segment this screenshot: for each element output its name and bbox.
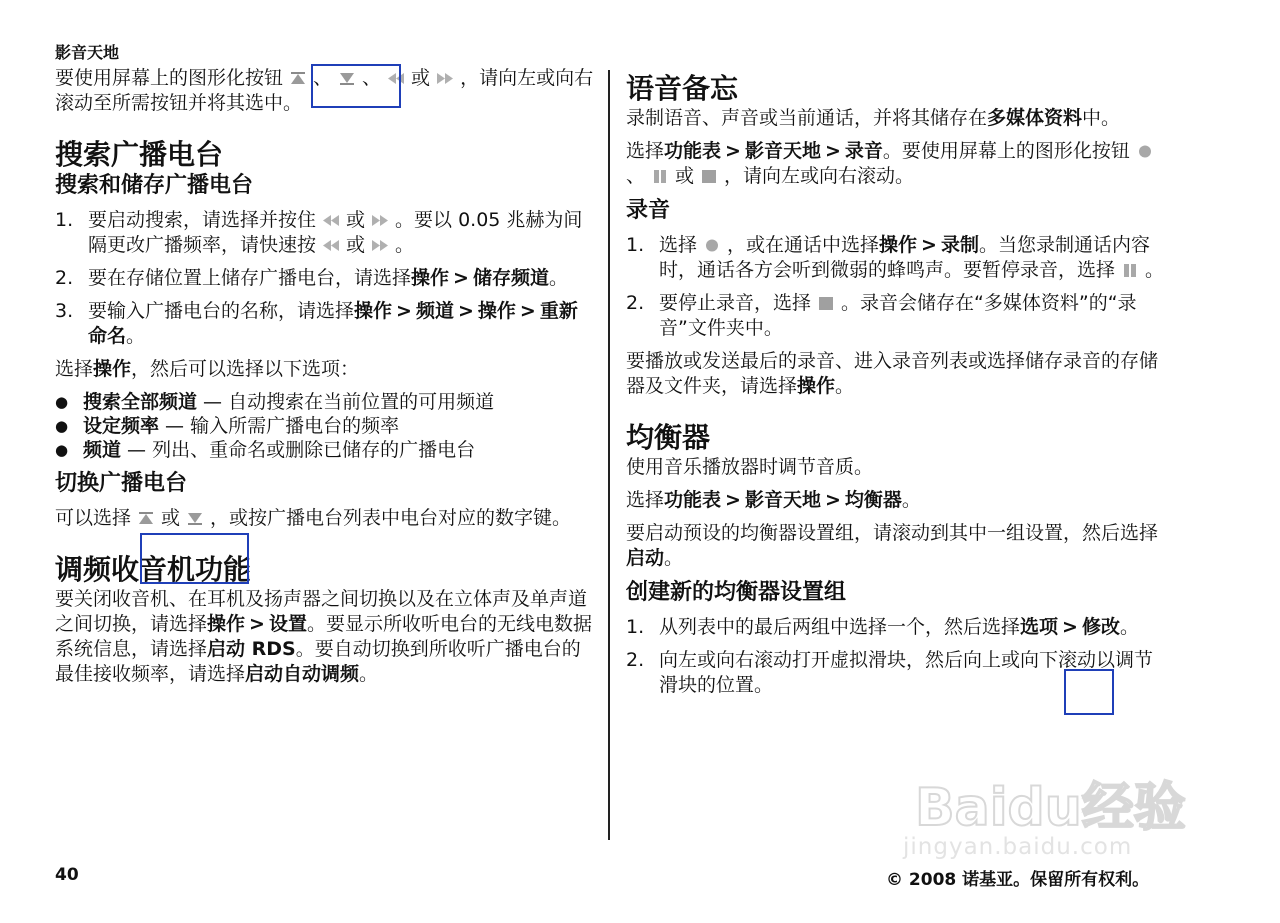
list-item: 1. 选择 ，或在通话中选择操作 > 录制。当您录制通话内容时，通话各方会听到微弱的蜂鸣声。要暂停录音，选择 。 xyxy=(626,234,1165,281)
record-icon xyxy=(1135,144,1155,159)
equalizer-activate: 要启动预设的均衡器设置组，请滚动到其中一组设置，然后选择启动。 xyxy=(626,522,1159,569)
list-item: ● 搜索全部频道 — 自动搜索在当前位置的可用频道 xyxy=(55,390,595,414)
subheading-create-preset: 创建新的均衡器设置组 xyxy=(626,580,847,605)
options-intro: 选择操作，然后可以选择以下选项： xyxy=(55,358,360,380)
right-column xyxy=(626,66,1171,706)
pause-icon xyxy=(650,169,670,184)
equalizer-menu-path: 选择功能表 > 影音天地 > 均衡器。 xyxy=(626,489,921,511)
switch-paragraph: 可以选择 或 ，或按广播电台列表中电台对应的数字键。 xyxy=(55,507,572,529)
section-heading-voice-recorder: 语音备忘 xyxy=(626,72,739,105)
highlight-box-intro-icons xyxy=(311,64,401,108)
voice-menu-path: 选择功能表 > 影音天地 > 录音。要使用屏幕上的图形化按钮 、 或 ，请向左或向右滚动。 xyxy=(626,139,1171,189)
playback-paragraph: 要播放或发送最后的录音、进入录音列表或选择储存录音的存储器及文件夹，请选择操作。 xyxy=(626,350,1159,397)
watermark-logo-text: Baidu经验 xyxy=(915,778,1186,838)
watermark-url: jingyan.baidu.com xyxy=(903,834,1133,860)
fast-forward-icon xyxy=(435,71,455,86)
fm-functions-paragraph: 要关闭收音机、在耳机及扬声器之间切换以及在立体声及单声道之间切换，请选择操作 > 设置。要显示所收听电台的无线电数据系统信息，请选择启动 RDS。要自动切换到所收听广播电台的最佳接收频率，请选择启动自动调频。 xyxy=(55,588,592,685)
list-item: 1. 要启动搜索，请选择并按住 或 。要以 0.05 兆赫为间隔更改广播频率，请快速按 或 。 xyxy=(55,209,583,256)
section-heading-equalizer: 均衡器 xyxy=(626,421,711,454)
voice-intro: 录制语音、声音或当前通话，并将其储存在多媒体资料中。 xyxy=(626,107,1121,129)
record-steps-list xyxy=(626,233,1171,341)
list-item: ● 设定频率 — 输入所需广播电台的频率 xyxy=(55,414,595,438)
subheading-record: 录音 xyxy=(626,198,671,223)
copyright-notice: © 2008 诺基亚。保留所有权利。 xyxy=(886,870,1150,890)
section-heading-fm-functions: 调频收音机功能 xyxy=(55,553,252,586)
scroll-up-icon xyxy=(136,511,156,526)
list-item: 2. 要在存储位置上储存广播电台，请选择操作 > 储存频道。 xyxy=(55,267,568,289)
list-item: 3. 要输入广播电台的名称，请选择操作 > 频道 > 操作 > 重新命名。 xyxy=(55,300,578,347)
pause-icon xyxy=(1120,263,1140,278)
highlight-box-options xyxy=(1064,669,1114,715)
stop-icon xyxy=(699,169,719,184)
rewind-icon xyxy=(321,213,341,228)
list-item: 1. 从列表中的最后两组中选择一个，然后选择选项 > 修改。 xyxy=(626,616,1139,638)
list-item: ● 频道 — 列出、重命名或删除已储存的广播电台 xyxy=(55,438,595,462)
rewind-icon xyxy=(321,238,341,253)
subheading-search-store: 搜索和储存广播电台 xyxy=(55,173,254,198)
column-divider xyxy=(608,70,610,840)
subheading-switch-station: 切换广播电台 xyxy=(55,471,188,496)
fast-forward-icon xyxy=(370,213,390,228)
list-item: 2. 要停止录音，选择 。录音会储存在“多媒体资料”的“录音”文件夹中。 xyxy=(626,292,1137,339)
fast-forward-icon xyxy=(370,238,390,253)
radio-steps-list xyxy=(55,208,595,349)
stop-icon xyxy=(816,296,836,311)
left-column xyxy=(55,66,595,695)
highlight-box-switch-icons xyxy=(140,533,249,584)
equalizer-intro: 使用音乐播放器时调节音质。 xyxy=(626,456,874,478)
scroll-down-icon xyxy=(185,511,205,526)
scroll-up-icon xyxy=(288,71,308,86)
list-item: 2. 向左或向右滚动打开虚拟滑块，然后向上或向下滚动以调节滑块的位置。 xyxy=(626,649,1154,696)
page-number: 40 xyxy=(55,865,79,885)
record-icon xyxy=(702,238,722,253)
section-heading-radio-search: 搜索广播电台 xyxy=(55,138,224,171)
options-list xyxy=(55,390,595,462)
running-head: 影音天地 xyxy=(55,43,120,62)
intro-paragraph: 要使用屏幕上的图形化按钮 、 、 或 ，请向左或向右滚动至所需按钮并将其选中。 xyxy=(55,67,594,114)
